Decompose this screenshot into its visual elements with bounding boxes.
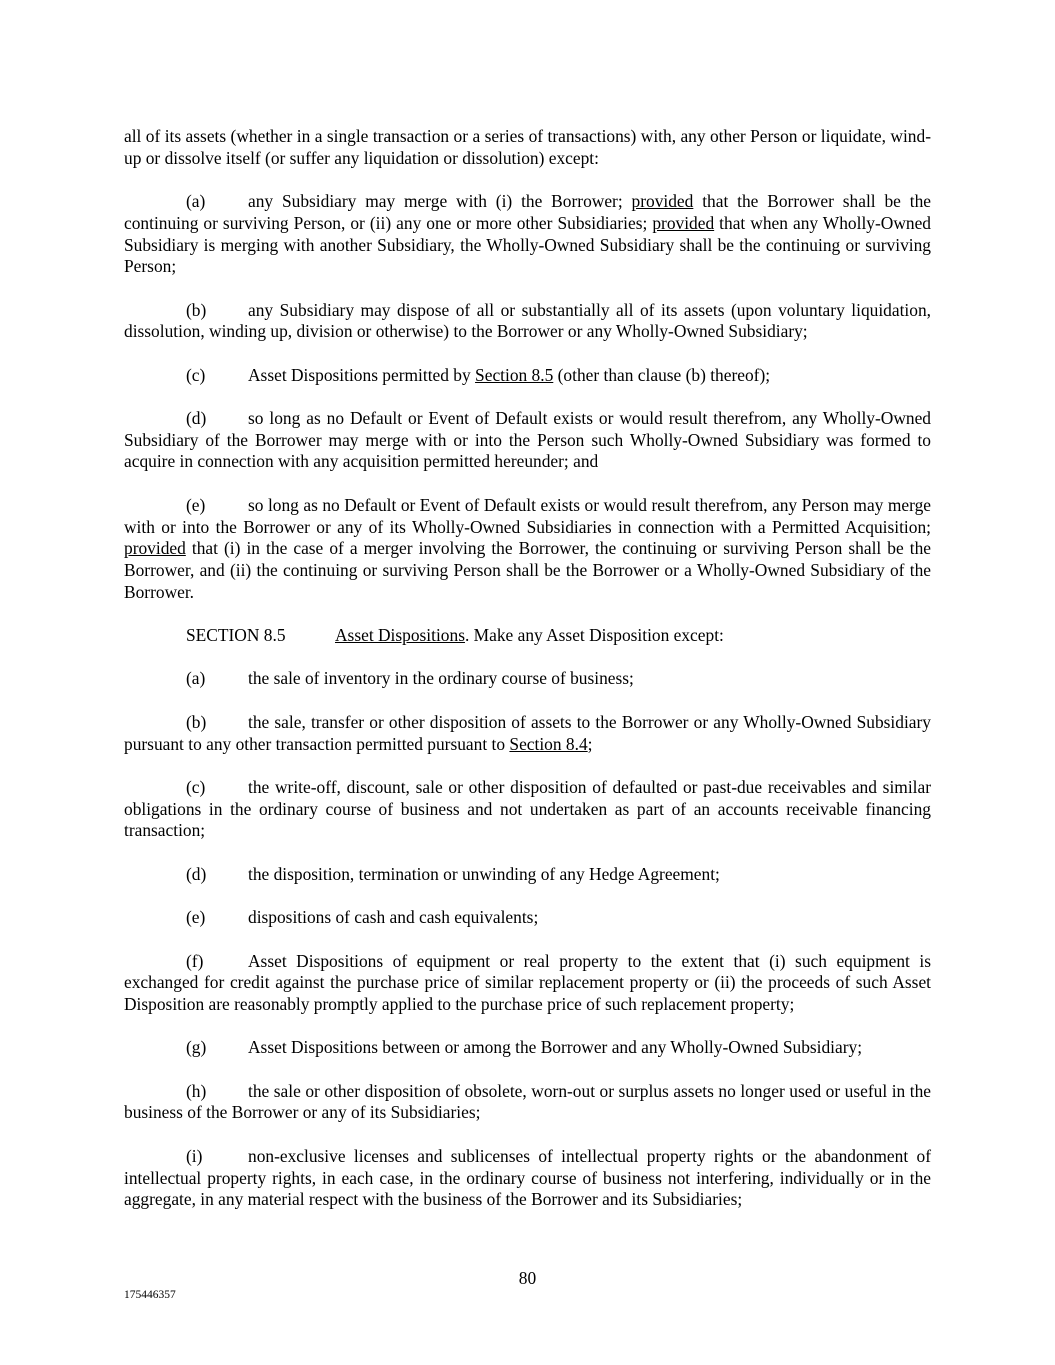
- paragraph-text: non-exclusive licenses and sublicenses of intellectual property rights or the abandonment of intellectual property rights, in each case, in the ordinary course of business not interfering, individually or in the aggregate, in any material respect with the business of the Borrower and its Subsidiaries;: [124, 1145, 931, 1210]
- clause-paragraph: [124, 907, 931, 929]
- underlined-term: provided: [652, 212, 715, 233]
- clause-label: (d): [186, 863, 207, 884]
- clause-label: (i): [186, 1145, 203, 1166]
- clause-label: (a): [186, 668, 206, 689]
- clause-label: (d): [186, 408, 207, 429]
- underlined-term: provided: [631, 191, 694, 212]
- underlined-term: Asset Dispositions: [335, 625, 465, 646]
- clause-paragraph: [124, 712, 931, 755]
- paragraph-text: that (i) in the case of a merger involving the Borrower, the continuing or surviving Person shall be the Borrower, and (ii) the continuing or surviving Person shall be the Borrower or a Wholly-Owned Subsidiary of the Borrower.: [124, 538, 931, 602]
- clause-label: (e): [186, 494, 206, 515]
- paragraph-text: Asset Dispositions of equipment or real property to the extent that (i) such equipment is exchanged for credit against the purchase price of similar replacement property or (ii) the proceeds of such Asset Disposition are reasonably promptly applied to the purchase price of such replacement property;: [124, 950, 931, 1014]
- clause-paragraph: [124, 1081, 931, 1124]
- clause-label: (b): [186, 299, 207, 320]
- paragraph-text: the sale or other disposition of obsolete, worn-out or surplus assets no longer used or useful in the business of the Borrower or any of its Subsidiaries;: [124, 1080, 931, 1123]
- section-heading-paragraph: [124, 625, 931, 647]
- paragraph-text: dispositions of cash and cash equivalents;: [248, 907, 539, 928]
- document-id: 175446357: [124, 1289, 176, 1301]
- paragraph-text: the write-off, discount, sale or other disposition of defaulted or past-due receivables and similar obligations in the ordinary course of business and not undertaken as part of an accounts receivable financing transaction;: [124, 776, 931, 841]
- clause-label: (g): [186, 1037, 207, 1058]
- paragraph-text: Asset Dispositions between or among the Borrower and any Wholly-Owned Subsidiary;: [248, 1037, 863, 1058]
- clause-paragraph: [124, 495, 931, 604]
- paragraph-text: the sale of inventory in the ordinary course of business;: [248, 668, 634, 689]
- clause-paragraph: [124, 1037, 931, 1059]
- clause-paragraph: [124, 300, 931, 343]
- clause-label: (f): [186, 950, 204, 971]
- paragraph-text: the sale, transfer or other disposition of assets to the Borrower or any Wholly-Owned Subsidiary pursuant to any other transaction permitted pursuant to: [124, 711, 931, 754]
- paragraph-text: that the Borrower shall be the continuing or surviving Person, or (ii) any one or more other Subsidiaries;: [124, 191, 931, 233]
- page-number: 80: [518, 1268, 537, 1288]
- clause-label: (b): [186, 711, 207, 732]
- paragraph-text: so long as no Default or Event of Default exists or would result therefrom, any Person may merge with or into the Borrower or any of its Wholly-Owned Subsidiaries in connection with a Permitted Acquisition;: [124, 494, 931, 537]
- clause-paragraph: [124, 668, 931, 690]
- clause-label: (a): [186, 191, 206, 212]
- clause-label: (c): [186, 776, 206, 797]
- clause-label: (c): [186, 364, 206, 385]
- document-body: [124, 126, 931, 1233]
- clause-label: (h): [186, 1080, 207, 1101]
- section-number: SECTION 8.5: [186, 625, 286, 646]
- clause-paragraph: [124, 365, 931, 387]
- paragraph-text: so long as no Default or Event of Default exists or would result therefrom, any Wholly-Owned Subsidiary of the Borrower may merge with or into the Person such Wholly-Owned Subsidiary was formed to acquire in connection with any acquisition permitted hereunder; and: [124, 408, 931, 472]
- paragraph-text: Asset Dispositions permitted by: [248, 364, 476, 385]
- underlined-term: Section 8.4: [509, 733, 588, 754]
- paragraph-text: (other than clause (b) thereof);: [553, 364, 771, 385]
- paragraph-text: all of its assets (whether in a single transaction or a series of transactions) with, any other Person or liquidate, wind-up or dissolve itself (or suffer any liquidation or dissolution) except:: [124, 126, 931, 168]
- clause-paragraph: [124, 951, 931, 1016]
- paragraph-text: ;: [587, 733, 593, 754]
- underlined-term: provided: [124, 538, 186, 559]
- clause-paragraph: [124, 864, 931, 886]
- continuation-paragraph: [124, 126, 931, 169]
- clause-paragraph: [124, 408, 931, 473]
- underlined-term: Section 8.5: [475, 364, 554, 385]
- clause-paragraph: [124, 191, 931, 278]
- clause-paragraph: [124, 777, 931, 842]
- clause-paragraph: [124, 1146, 931, 1211]
- paragraph-text: any Subsidiary may merge with (i) the Borrower;: [248, 191, 632, 212]
- clause-label: (e): [186, 907, 206, 928]
- paragraph-text: that when any Wholly-Owned Subsidiary is merging with another Subsidiary, the Wholly-Owned Subsidiary shall be the continuing or surviving Person;: [124, 212, 931, 277]
- paragraph-text: the disposition, termination or unwinding of any Hedge Agreement;: [248, 863, 720, 884]
- paragraph-text: any Subsidiary may dispose of all or substantially all of its assets (upon voluntary liquidation, dissolution, winding up, division or otherwise) to the Borrower or any Wholly-Owned Subsidiary;: [124, 299, 931, 342]
- paragraph-text: . Make any Asset Disposition except:: [464, 625, 724, 646]
